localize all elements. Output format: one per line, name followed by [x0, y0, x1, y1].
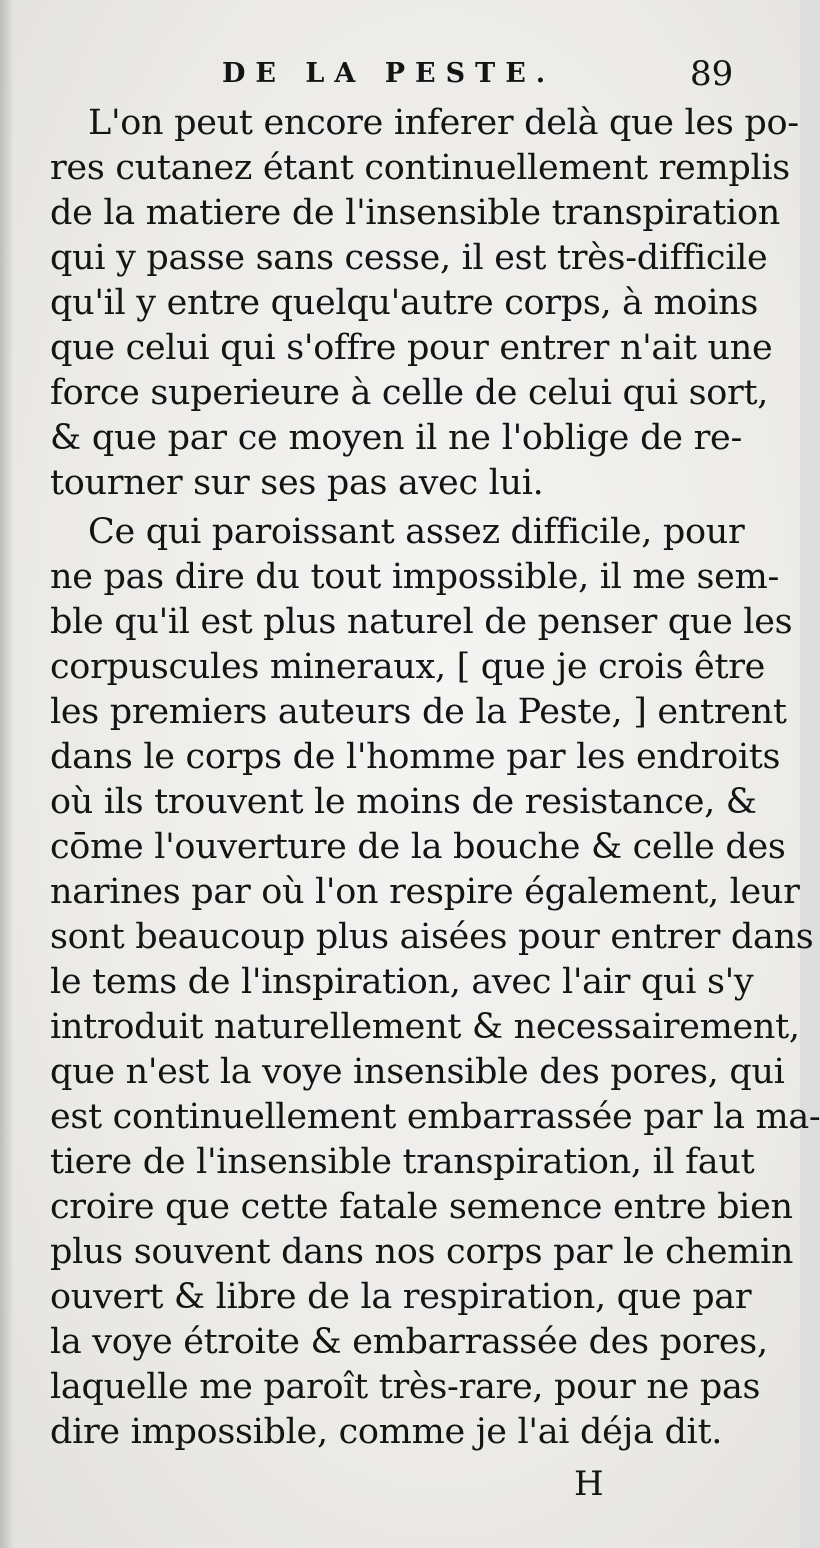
text-line: L'on peut encore inferer delà que les po-	[88, 103, 799, 143]
text-line: qui y passe sans cesse, il est très-difficile	[50, 238, 768, 278]
text-line: & que par ce moyen il ne l'oblige de re-	[50, 418, 742, 458]
catchword: H	[574, 1464, 604, 1504]
text-line: cōme l'ouverture de la bouche & celle des	[50, 827, 786, 867]
text-line: tourner sur ses pas avec lui.	[50, 463, 544, 503]
text-line: dans le corps de l'homme par les endroits	[50, 737, 781, 777]
text-line: introduit naturellement & necessairement,	[50, 1007, 800, 1047]
text-line: plus souvent dans nos corps par le chemin	[50, 1232, 794, 1272]
text-line: que n'est la voye insensible des pores, qui	[50, 1052, 785, 1092]
page-number: 89	[690, 54, 734, 94]
text-line: le tems de l'inspiration, avec l'air qui s'y	[50, 962, 754, 1002]
text-line: tiere de l'insensible transpiration, il faut	[50, 1142, 755, 1182]
text-line: que celui qui s'offre pour entrer n'ait une	[50, 328, 773, 368]
text-line: res cutanez étant continuellement remplis	[50, 148, 790, 188]
text-line: où ils trouvent le moins de resistance, &	[50, 782, 757, 822]
running-head: DE LA PESTE.	[222, 58, 556, 89]
text-line: narines par où l'on respire également, leur	[50, 872, 800, 912]
text-line: Ce qui paroissant assez difficile, pour	[88, 512, 745, 552]
text-line: ble qu'il est plus naturel de penser que les	[50, 602, 793, 642]
text-line: est continuellement embarrassée par la ma-	[50, 1097, 820, 1137]
text-line: force superieure à celle de celui qui sort,	[50, 373, 769, 413]
page-header	[0, 54, 800, 98]
text-line: dire impossible, comme je l'ai déja dit.	[50, 1412, 723, 1452]
text-line: qu'il y entre quelqu'autre corps, à moins	[50, 283, 759, 323]
text-line: les premiers auteurs de la Peste, ] entrent	[50, 692, 787, 732]
text-line: ouvert & libre de la respiration, que par	[50, 1277, 752, 1317]
text-line: laquelle me paroît très-rare, pour ne pas	[50, 1367, 761, 1407]
text-line: la voye étroite & embarrassée des pores,	[50, 1322, 768, 1362]
page-gutter-shadow	[0, 0, 14, 1548]
text-line: sont beaucoup plus aisées pour entrer dans	[50, 917, 814, 957]
text-line: corpuscules mineraux, [ que je crois être	[50, 647, 766, 687]
text-line: croire que cette fatale semence entre bien	[50, 1187, 793, 1227]
text-line: de la matiere de l'insensible transpiration	[50, 193, 780, 233]
text-line: ne pas dire du tout impossible, il me sem-	[50, 557, 780, 597]
